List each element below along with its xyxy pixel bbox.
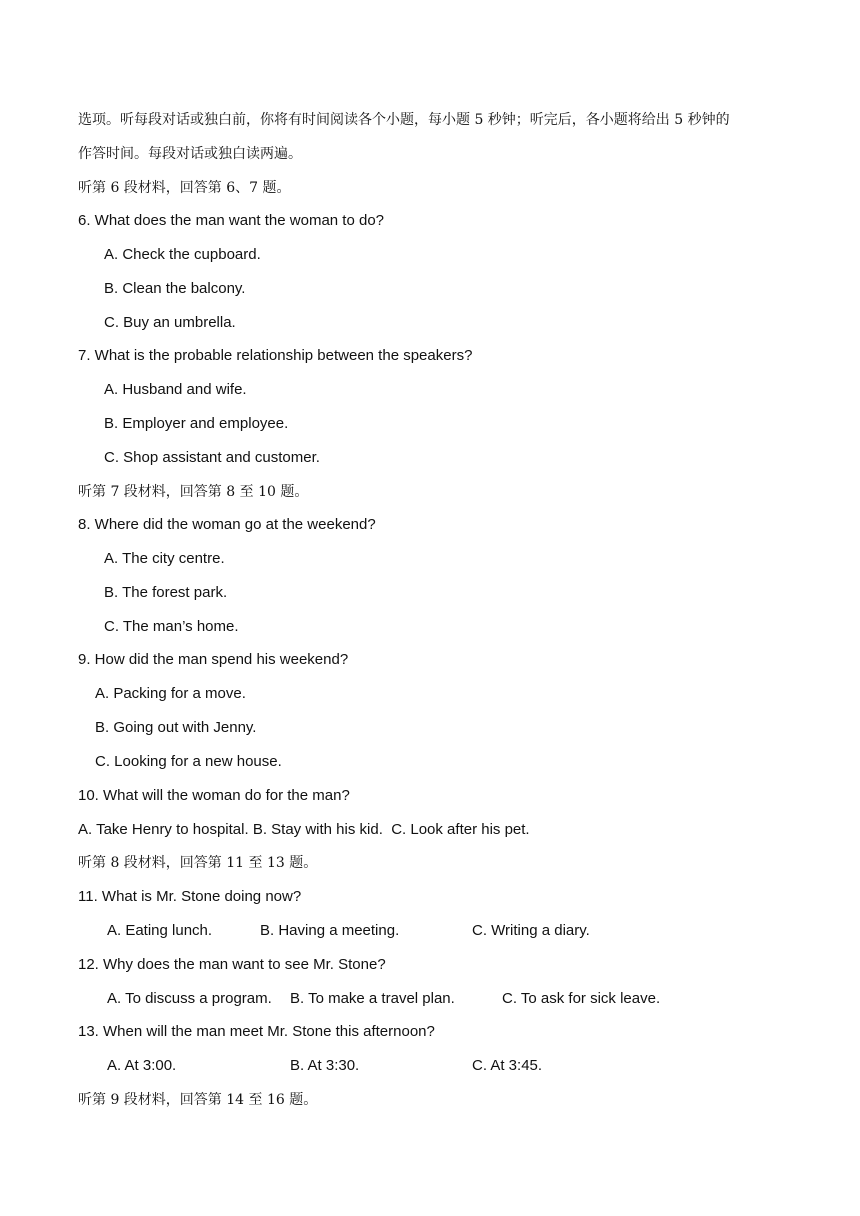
question-9-option-b: B. Going out with Jenny. [95,719,257,736]
question-13: 13. When will the man meet Mr. Stone this afternoon? [78,1023,435,1040]
question-7-option-a: A. Husband and wife. [104,381,247,398]
question-8-option-b: B. The forest park. [104,584,228,601]
question-7-option-c: C. Shop assistant and customer. [104,449,320,466]
question-9: 9. How did the man spend his weekend? [78,651,349,668]
question-12: 12. Why does the man want to see Mr. Stone? [78,956,386,973]
question-11-option-a: A. Eating lunch. [107,922,213,939]
question-6: 6. What does the man want the woman to do? [78,212,385,229]
section-6-heading: 听第 6 段材料，回答第 6、7 题。 [78,180,291,196]
section-9-heading: 听第 9 段材料，回答第 14 至 16 题。 [78,1092,318,1108]
question-10-options: A. Take Henry to hospital. B. Stay with his kid. C. Look after his pet. [78,821,530,838]
question-6-option-b: B. Clean the balcony. [104,280,246,297]
question-9-option-c: C. Looking for a new house. [95,753,282,770]
question-7: 7. What is the probable relationship between the speakers? [78,347,473,364]
question-7-option-b: B. Employer and employee. [104,415,289,432]
question-8-option-c: C. The man’s home. [104,618,239,635]
question-12-option-b: B. To make a travel plan. [290,990,455,1007]
question-6-option-c: C. Buy an umbrella. [104,314,236,331]
instructions-line-2: 作答时间。每段对话或独白读两遍。 [78,146,302,162]
question-11-option-b: B. Having a meeting. [260,922,400,939]
question-11: 11. What is Mr. Stone doing now? [78,888,302,905]
instructions-line-1: 选项。听每段对话或独白前，你将有时间阅读各个小题，每小题 5 秒钟；听完后，各小题将给出 5 秒钟的 [78,112,730,128]
question-13-option-c: C. At 3:45. [472,1057,543,1074]
question-12-option-c: C. To ask for sick leave. [502,990,661,1007]
question-12-option-a: A. To discuss a program. [107,990,272,1007]
question-9-option-a: A. Packing for a move. [95,685,246,702]
section-8-heading: 听第 8 段材料，回答第 11 至 13 题。 [78,855,318,871]
question-11-option-c: C. Writing a diary. [472,922,590,939]
section-7-heading: 听第 7 段材料，回答第 8 至 10 题。 [78,484,309,500]
question-13-option-a: A. At 3:00. [107,1057,177,1074]
question-6-option-a: A. Check the cupboard. [104,246,261,263]
question-8: 8. Where did the woman go at the weekend? [78,516,376,533]
question-8-option-a: A. The city centre. [104,550,225,567]
question-13-option-b: B. At 3:30. [290,1057,360,1074]
question-10: 10. What will the woman do for the man? [78,787,350,804]
